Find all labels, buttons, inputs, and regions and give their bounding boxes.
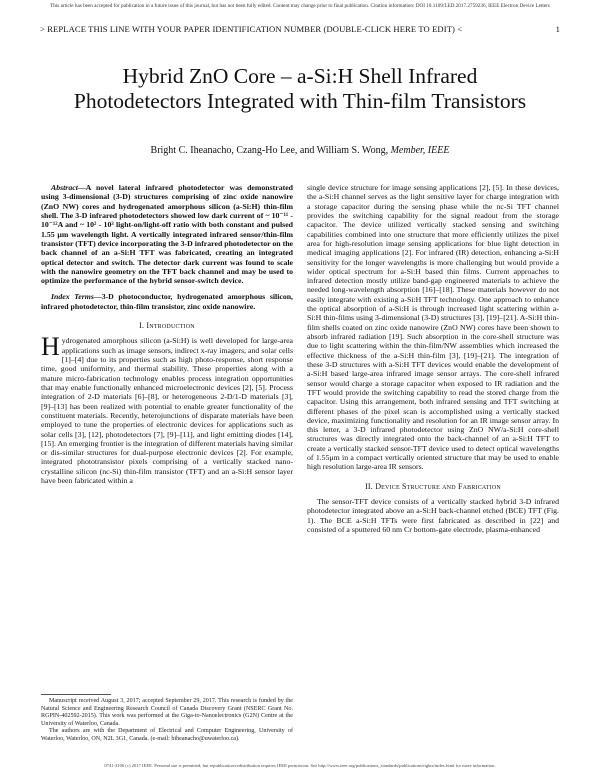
running-header — [40, 24, 560, 34]
abstract-label: Abstract — [51, 183, 78, 192]
intro-text: ydrogenated amorphous silicon (a-Si:H) is well developed for large-area applications such as image sensors, indirect x-ray imagers, and solar cells [1]–[4] due to its properties such as high photo-response, short response time, good uniformity, and thermal stability. These properties along with a mature micro-fabrication technology enables process integration opportunities that may enable functionally enhanced microelectronic devices [2], [5]. Process integration of 2-D materials [6]–[8], or heterogeneous 2-D/1-D materials [3], [9]–[13] has been realized with potential to enable greater functionality of the constituent materials. Recently, heterojunctions of disparate materials have been employed to tune the properties of electronic devices for applications such as solar cells [3], [12], photodetectors [7], [9]–[11], and light emitting diodes [14], [15]. An emerging frontier is the integration of different materials having similar or dis-similar structures for dual-purpose electronic devices [2]. For example, integrated phototransistor pixels comprising of a vertically stacked nano-crystalline silicon (nc-Si) thin-film transistor (TFT) and an a-Si:H sensor layer have been fabricated within a — [41, 336, 293, 486]
device-structure-paragraph: The sensor-TFT device consists of a vertically stacked hybrid 3-D infrared photodetector integrated above an a-Si:H back-channel etched (BCE) TFT (Fig. 1). The BCE a-Si:H TFTs were first fabricated as described in [22] and consisted of a sputtered 60 nm Cr bottom-gate electrode, plasma-enhanced — [307, 497, 559, 534]
author-line — [60, 145, 540, 156]
abstract-text: —A novel lateral infrared photodetector was demonstrated using 3-dimensional (3-D) structures comprising of zinc oxide nanowire (ZnO NW) cores and hydrogenated amorphous silicon (a-Si:H) thin-film shell. The 3-D infrared photodetectors showed low dark current of ~ 10⁻¹¹ - 10⁻¹²A and ~ 10² - 10³ light-on/light-off ratio with both constant and pulsed 1.55 μm wavelength light. A vertically integrated infrared sensor/thin-film transistor (TFT) device incorporating the 3-D infrared photodetector on the back channel of an a-Si:H TFT was fabricated, creating an integrated optical detector and switch. The detector dark current was found to scale with the nanowire geometry on the TFT back channel and may be used to optimize the performance of the hybrid sensor-switch device. — [41, 183, 293, 286]
index-terms-label: Index Terms — [51, 292, 94, 302]
left-column — [41, 183, 293, 485]
intro-paragraph — [41, 332, 293, 486]
copyright-notice: 0741-3106 (c) 2017 IEEE. Personal use is permitted, but republication/redistribution requires IEEE permission. See http://www.ieee.org/publications_standards/publications/rights/index.html for more information. — [104, 763, 496, 768]
footnote — [41, 698, 293, 743]
footnote-affiliation: The authors are with the Department of Electrical and Computer Engineering, University of Waterloo, Waterloo, ON, N2L 3G1, Canada. (e-mail: biheanacho@uwaterloo.ca). — [41, 728, 293, 742]
author-names: Bright C. Iheanacho, Czang-Ho Lee, and William S. Wong, — [150, 145, 389, 156]
intro-continuation: single device structure for image sensing applications [2], [5]. In these devices, the a-Si:H channel serves as the light sensitive layer for charge integration with a storage capacitor during the sensing phase while the nc-Si TFT channel provides the switching capability for the signal readout from the storage capacitor. The device utilized vertically stacked sensing and switching capabilities combined into one structure that more efficiently utilizes the pixel area for high-resolution image sensing applications for blue light detection in medical imaging applications [2]. For infrared (IR) detection, enhancing a-Si:H sensitivity for the longer wavelengths is more challenging but would provide a wider optical spectrum for a-Si:H based thin films. Current approaches to infrared detection mostly utilize band-gap engineered materials to achieve the needed long-wavelength absorption [16]–[18]. These materials however do not easily integrate with existing a-Si:H TFT technology. One approach to enhance the optical absorption of a-Si:H is through increased light scattering within a-Si:H thin-films using 3-dimensional (3-D) structures [3], [19]–[21]. A-Si:H thin-film shells coated on zinc oxide nanowire (ZnO NW) cores have been shown to absorb infrared radiation [19]. Such absorption in the core-shell structure was due to light scattering within the thin-film/NW assemblies which increased the effective thickness of the a-Si:H thin-film [3], [19]–[21]. The integration of these 3-D structures with a-Si:H TFT devices would enable the development of a-Si:H based large-area infrared image sensor arrays. The core-shell infrared sensor would charge a storage capacitor when exposed to IR radiation and the TFT would provide the switching capability to read the stored charge from the capacitor. Using this arrangement, both infrared sensing and TFT switching at different phases of the pixel scan is accomplished using a vertically stacked device, maximizing functionality and resolution for an IR image sensor array. In this letter, a 3-D infrared photodetector using ZnO NW/a-Si:H core-shell structures was directly integrated onto the back-channel of an a-Si:H TFT to create a vertically stacked sensor-TFT device used to detect optical wavelengths of 1.55μm in a compact vertically oriented structure that may be used to enable high resolution large-area IR sensors. — [307, 183, 559, 472]
right-column — [307, 183, 559, 534]
footnote-divider — [41, 694, 111, 695]
index-terms — [41, 292, 293, 311]
paper-title: Hybrid ZnO Core – a-Si:H Shell Infrared Photodetectors Integrated with Thin-film Transistors — [73, 64, 527, 113]
footnote-manuscript: Manuscript received August 3, 2017; accepted September 29, 2017. This research is funded by the Natural Science and Engineering Research Council of Canada Discovery Grant (NSERC Grant No. RGPIN-402592-2015). This work was performed at the Giga-to-Nanoelectronics (G2N) Centre at the University of Waterloo, Canada. — [41, 698, 293, 727]
section-heading-device-structure: II. Device Structure and Fabrication — [365, 481, 501, 491]
abstract — [41, 183, 293, 285]
section-heading-introduction: I. Introduction — [139, 321, 195, 331]
index-terms-text: —3-D photoconductor, hydrogenated amorphous silicon, infrared photodetector, thin-film transistor, zinc oxide nanowire. — [41, 292, 294, 311]
author-membership: Member, IEEE — [390, 145, 450, 156]
publication-notice: This article has been accepted for publication in a future issue of this journal, but has not been fully edited. Content may change prior to final publication. Citation information: DOI 10.1109/LED.2017.2759236, IEEE Electron Device Letters — [50, 3, 550, 9]
drop-cap: H — [41, 332, 60, 362]
page-number: 1 — [555, 24, 560, 34]
paper-id-placeholder[interactable]: > REPLACE THIS LINE WITH YOUR PAPER IDENTIFICATION NUMBER (DOUBLE-CLICK HERE TO EDIT) < — [40, 24, 463, 34]
